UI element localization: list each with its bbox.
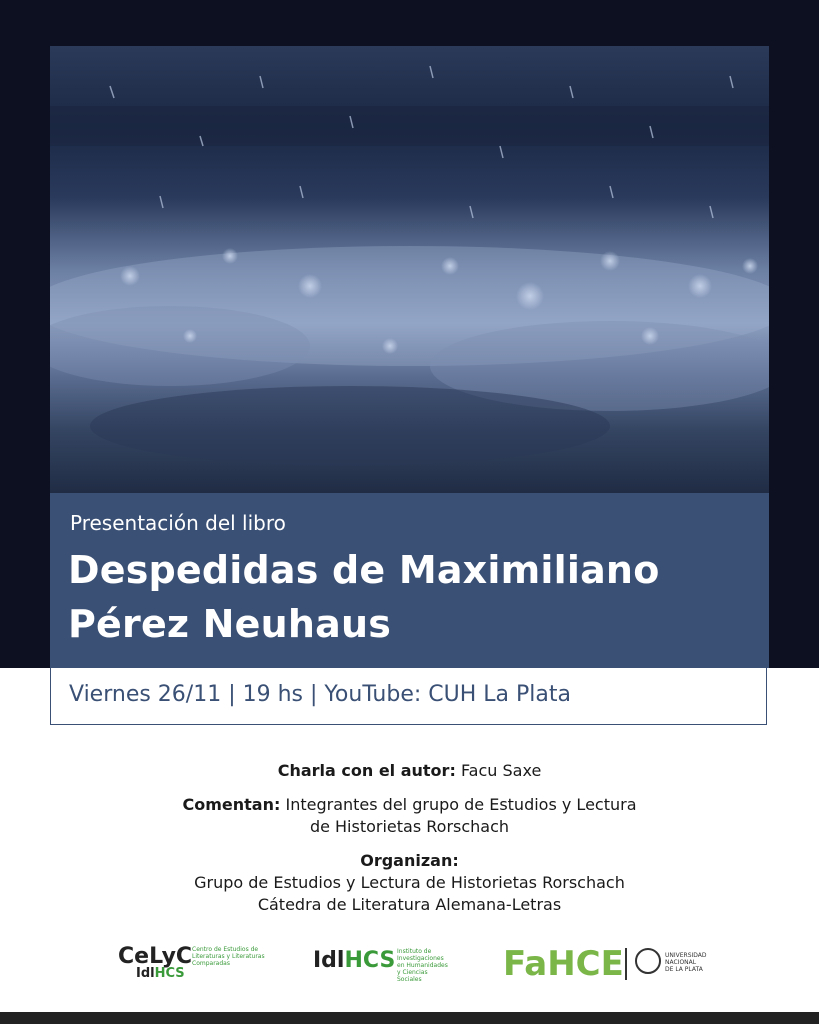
idihcs-highlight: HCS [344, 948, 396, 973]
rain-drops-illustration [50, 46, 769, 493]
charla-block [0, 760, 819, 782]
charla-label: Charla con el autor: [277, 761, 456, 780]
idihcs-prefix: Idl [313, 948, 345, 973]
logo-divider [625, 948, 627, 980]
presentation-label: Presentación del libro [70, 511, 286, 535]
book-title [68, 543, 660, 651]
comentan-label: Comentan: [182, 795, 281, 814]
fahce-logo [503, 940, 707, 990]
celyc-name: CeLyC [118, 944, 193, 969]
celyc-sub-highlight: HCS [154, 966, 185, 981]
organizan-block [0, 850, 819, 916]
celyc-sub [136, 966, 185, 981]
unlp-text: UNIVERSIDAD NACIONAL DE LA PLATA [665, 952, 707, 973]
organizan-line-1: Grupo de Estudios y Lectura de Historietas Rorschach [194, 873, 625, 892]
unlp-seal-icon [635, 948, 661, 974]
bottom-border [0, 1012, 819, 1024]
logos-row [0, 940, 819, 990]
celyc-desc: Centro de Estudios de Literaturas y Literaturas Comparadas [192, 946, 265, 967]
comentan-line-1: Integrantes del grupo de Estudios y Lectura [285, 795, 637, 814]
organizan-line-2: Cátedra de Literatura Alemana-Letras [257, 895, 562, 914]
title-box [50, 493, 769, 668]
organizan-label: Organizan: [360, 851, 459, 870]
idihcs-logo [313, 940, 453, 990]
comentan-line-2: de Historietas Rorschach [309, 817, 510, 836]
celyc-sub-prefix: Idl [136, 966, 155, 981]
idihcs-desc: Instituto de Investigaciones en Humanidades y Ciencias Sociales [397, 948, 448, 983]
event-info-bar [50, 668, 767, 725]
book-title-line-1: Despedidas de Maximiliano [68, 548, 660, 592]
celyc-logo [118, 940, 278, 990]
charla-value: Facu Saxe [460, 761, 542, 780]
book-title-line-2: Pérez Neuhaus [68, 602, 392, 646]
fahce-prefix: Fa [503, 944, 548, 984]
rain-photo [50, 46, 769, 493]
event-details [0, 760, 819, 928]
fahce-name [503, 944, 624, 984]
event-info-text: Viernes 26/11 | 19 hs | YouTube: CUH La Plata [69, 682, 571, 707]
fahce-highlight: HCE [547, 944, 624, 984]
comentan-block [0, 794, 819, 838]
idihcs-name [313, 948, 395, 973]
